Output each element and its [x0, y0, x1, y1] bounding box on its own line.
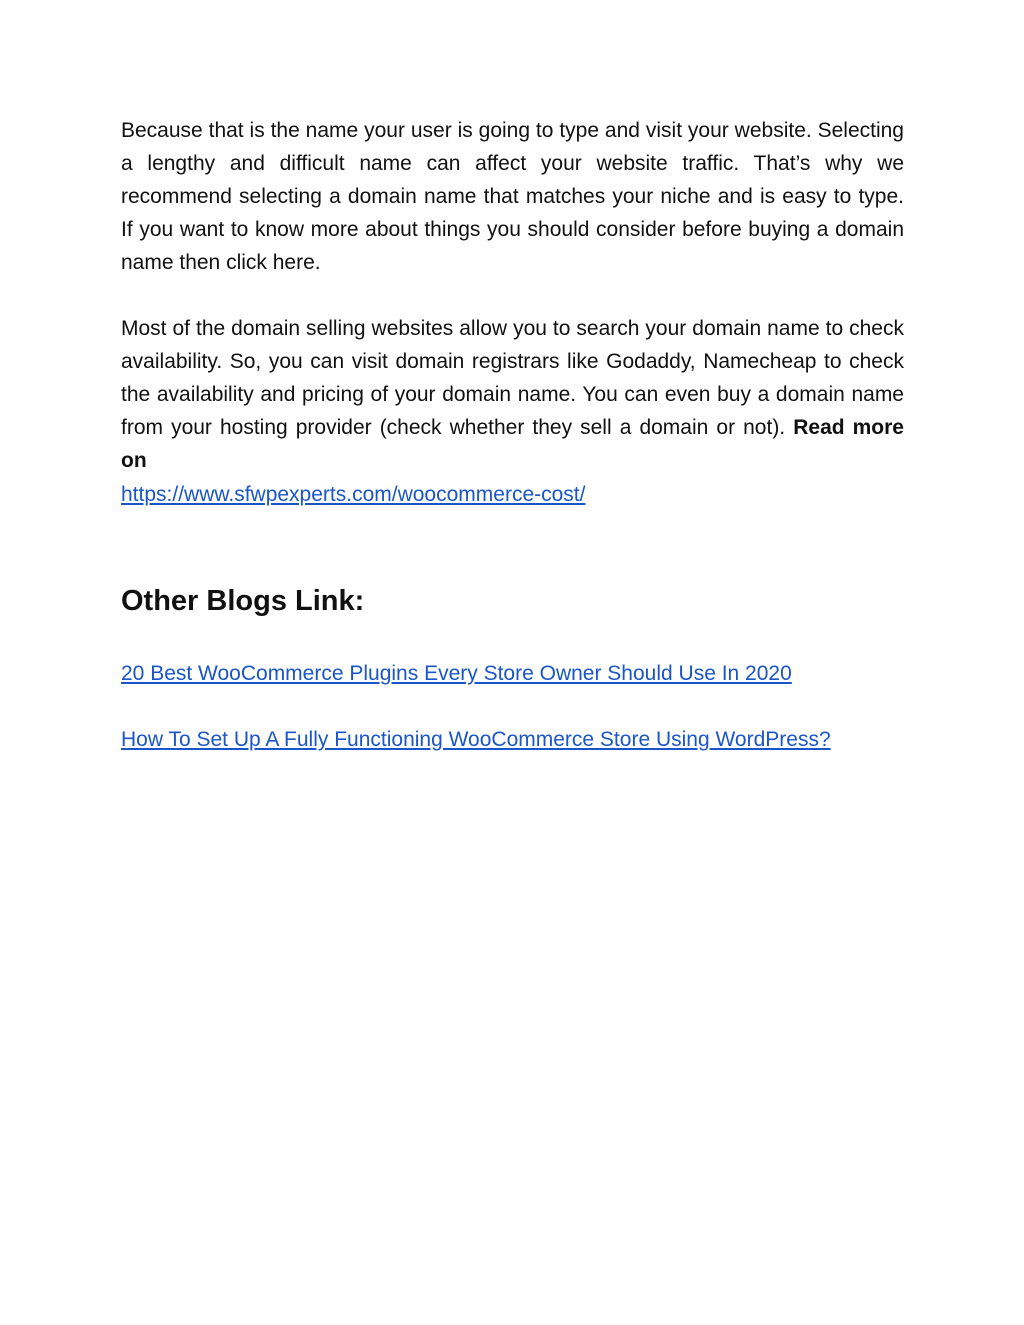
read-more-label: Read more on [121, 416, 904, 472]
paragraph-domain-availability-text: Most of the domain selling websites allow you to search your domain name to check availability. So, you can visit domain registrars like Godaddy, Namecheap to check the availability and pricing of your domain name. You can even buy a domain name from your hosting provider (check whether they sell a domain or not). [121, 317, 904, 439]
document-page [121, 114, 904, 756]
paragraph-domain-availability [121, 312, 904, 477]
other-blogs-heading: Other Blogs Link: [121, 585, 365, 617]
read-more-link[interactable]: https://www.sfwpexperts.com/woocommerce-cost/ [121, 483, 586, 506]
blog-link-woocommerce-store-setup[interactable]: How To Set Up A Fully Functioning WooCommerce Store Using WordPress? [121, 728, 831, 751]
paragraph-domain-name-advice: Because that is the name your user is going to type and visit your website. Selecting a lengthy and difficult name can affect your website traffic. That’s why we recommend selecting a domain name that matches your niche and is easy to type. If you want to know more about things you should consider before buying a domain name then click here. [121, 119, 904, 274]
blog-link-item [121, 723, 904, 756]
blog-link-item [121, 657, 904, 690]
blog-link-woocommerce-plugins[interactable]: 20 Best WooCommerce Plugins Every Store Owner Should Use In 2020 [121, 662, 792, 685]
